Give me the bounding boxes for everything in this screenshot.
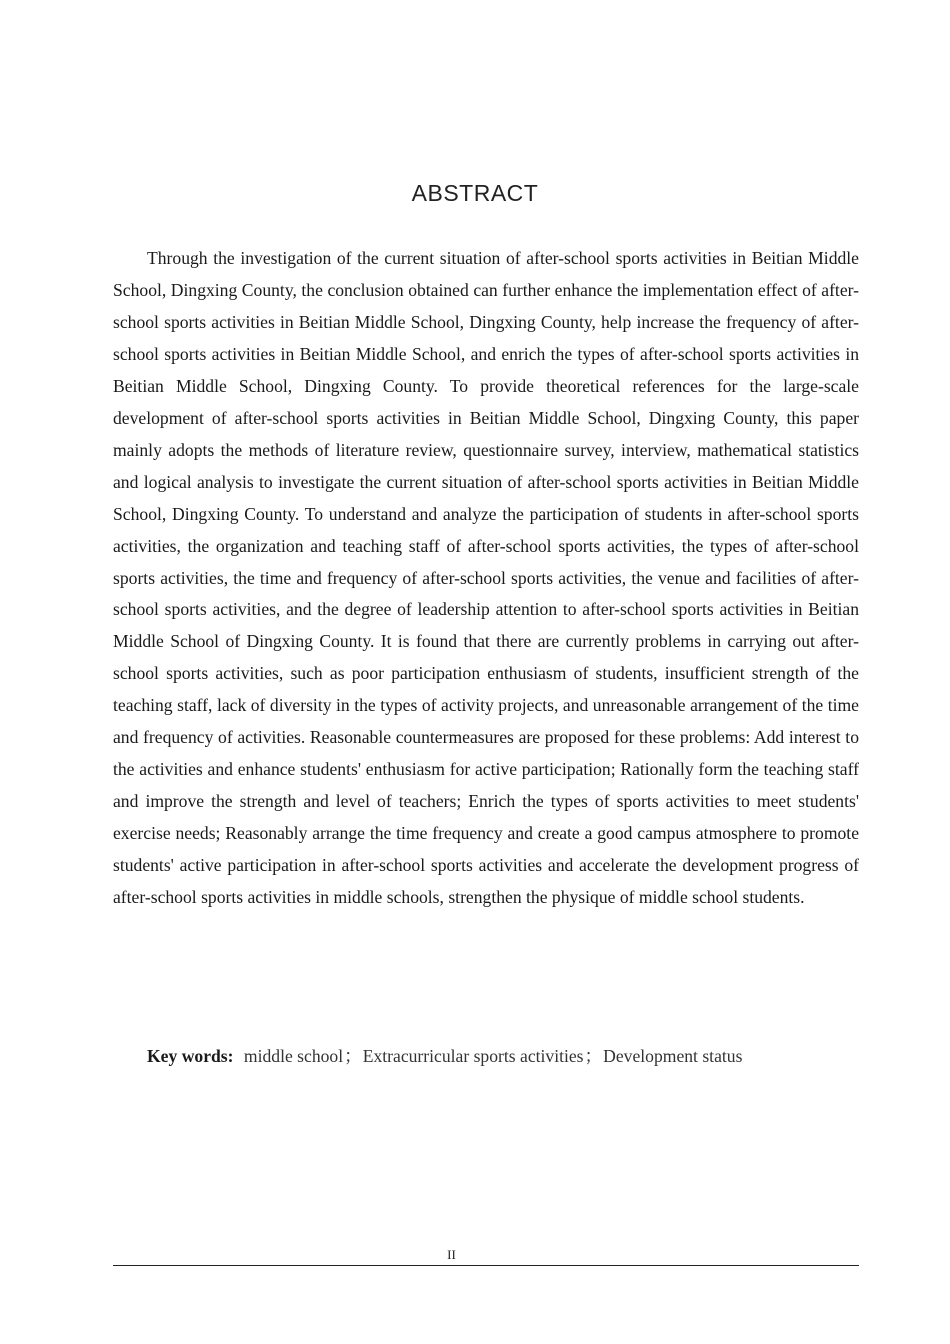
keyword-separator: ； (344, 1046, 362, 1066)
keyword-separator: ； (584, 1046, 603, 1066)
keywords-label: Key words: (147, 1046, 234, 1066)
keyword-item: Development status (603, 1046, 743, 1066)
abstract-body: Through the investigation of the current situation of after-school sports activities in Beitian Middle School, Dingxing County, the conclusion obtained can further enhance the implementation effect of after-school sports activities in Beitian Middle School, Dingxing County, help increase the frequency of after-school sports activities in Beitian Middle School, and enrich the types of after-school sports activities in Beitian Middle School, Dingxing County. To provide theoretical references for the large-scale development of after-school sports activities in Beitian Middle School, Dingxing County, this paper mainly adopts the methods of literature review, questionnaire survey, interview, mathematical statistics and logical analysis to investigate the current situation of after-school sports activities in Beitian Middle School, Dingxing County. To understand and analyze the participation of students in after-school sports activities, the organization and teaching staff of after-school sports activities, the types of after-school sports activities, the time and frequency of after-school sports activities, the venue and facilities of after-school sports activities, and the degree of leadership attention to after-school sports activities in Beitian Middle School of Dingxing County. It is found that there are currently problems in carrying out after-school sports activities, such as poor participation enthusiasm of students, insufficient strength of the teaching staff, lack of diversity in the types of activity projects, and unreasonable arrangement of the time and frequency of activities. Reasonable countermeasures are proposed for these problems: Add interest to the activities and enhance students' enthusiasm for active participation; Rationally form the teaching staff and improve the strength and level of teachers; Enrich the types of sports activities to meet students' exercise needs; Reasonably arrange the time frequency and create a good campus atmosphere to promote students' active participation in after-school sports activities and accelerate the development progress of after-school sports activities in middle schools, strengthen the physique of middle school students. (113, 248, 859, 908)
keyword-item: Extracurricular sports activities (362, 1046, 584, 1066)
page-number: II (447, 1247, 456, 1262)
abstract-title: ABSTRACT (411, 180, 539, 206)
keyword-item: middle school (243, 1046, 344, 1066)
footer-rule (113, 1265, 859, 1266)
keywords-line (113, 1041, 859, 1073)
